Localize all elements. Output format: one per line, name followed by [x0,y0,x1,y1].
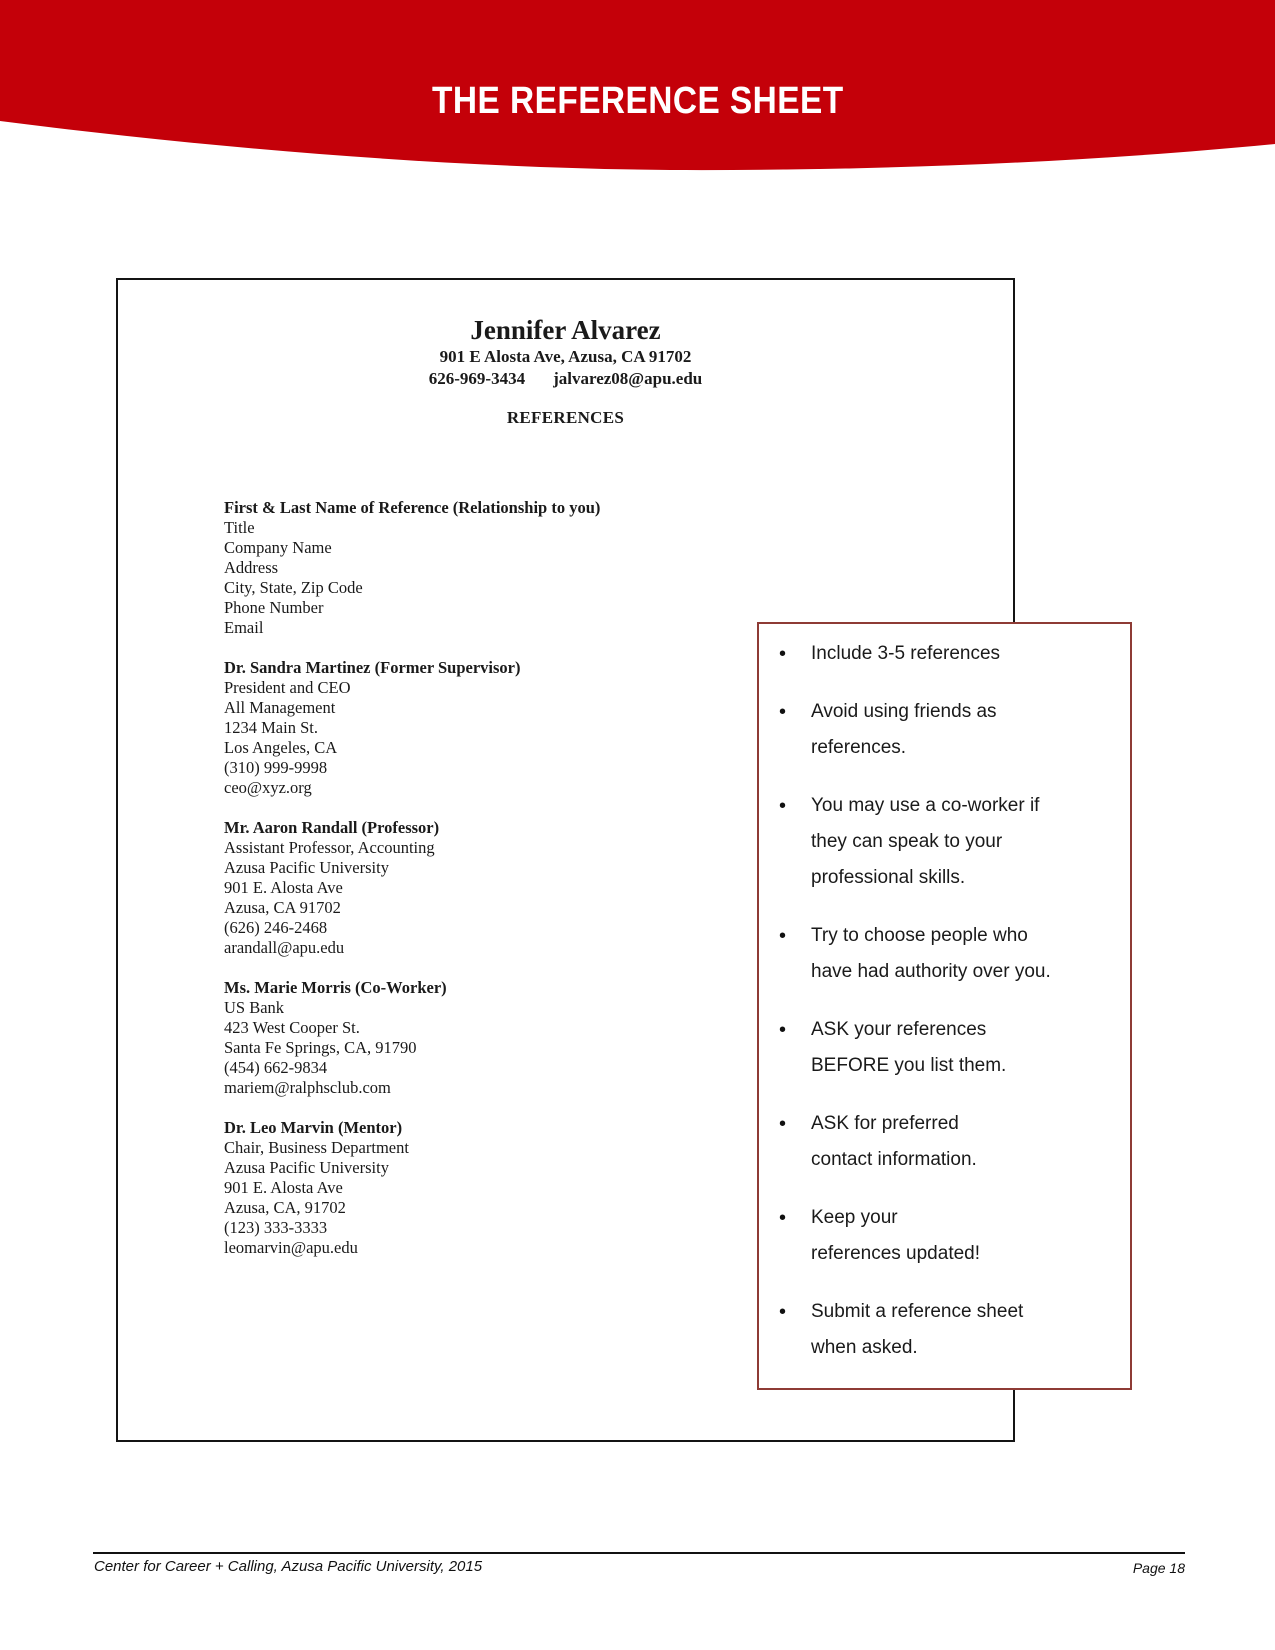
reference-entry-line: leomarvin@apu.edu [224,1238,358,1257]
tip-line: • Submit a reference sheet [811,1301,1024,1322]
tip-line: • ASK for preferred [811,1113,959,1134]
reference-entry-name: Mr. Aaron Randall (Professor) [224,818,440,837]
reference-entry [224,498,1013,638]
reference-entry-line: (123) 333-3333 [224,1218,328,1237]
reference-entry-line: 1234 Main St. [224,718,318,737]
tips-callout-box [757,622,1132,1390]
candidate-contact-line [118,368,1013,390]
reference-entry-line: Azusa, CA, 91702 [224,1198,346,1217]
tip-item [759,636,1124,672]
reference-entry-line: ceo@xyz.org [224,778,312,797]
tip-line: contact information. [811,1149,977,1170]
reference-entry-name: First & Last Name of Reference (Relationship to you) [224,498,601,517]
page-header-banner [0,0,1275,185]
reference-entry-line: arandall@apu.edu [224,938,345,957]
tip-line: • Keep your [811,1207,898,1228]
tip-line: they can speak to your [811,831,1003,852]
reference-entry-line: Title [224,518,255,537]
footer-divider [93,1552,1185,1554]
tip-line: • Avoid using friends as [811,701,997,722]
reference-entry-line: Azusa Pacific University [224,858,389,877]
reference-entry-line: 901 E. Alosta Ave [224,878,343,897]
reference-entry-line: Chair, Business Department [224,1138,409,1157]
reference-entry-line: City, State, Zip Code [224,578,363,597]
tip-line: references updated! [811,1243,981,1264]
tip-item [759,1294,1124,1366]
reference-entry-line: 901 E. Alosta Ave [224,1178,343,1197]
tip-item [759,694,1124,766]
tip-line: when asked. [811,1337,918,1358]
reference-entry-line: All Management [224,698,336,717]
footer-page-number: Page 18 [1132,1560,1185,1576]
tip-item [759,788,1124,896]
reference-entry-line: (310) 999-9998 [224,758,328,777]
candidate-name: Jennifer Alvarez [470,315,661,345]
reference-entry-line: 423 West Cooper St. [224,1018,360,1037]
candidate-phone: 626-969-3434 [428,369,526,388]
tip-line: professional skills. [811,867,966,888]
candidate-address: 901 E Alosta Ave, Azusa, CA 91702 [439,347,692,366]
tip-item [759,918,1124,990]
tip-item [759,1106,1124,1178]
tips-list [759,624,1130,1366]
reference-entry-line: US Bank [224,998,285,1017]
reference-entry-line: Phone Number [224,598,324,617]
references-heading: REFERENCES [506,408,625,427]
reference-entry-line: Los Angeles, CA [224,738,338,757]
reference-entry-line: Email [224,618,264,637]
reference-entry-line: Assistant Professor, Accounting [224,838,435,857]
tip-line: • Include 3-5 references [811,643,1001,664]
reference-entry-name: Dr. Sandra Martinez (Former Supervisor) [224,658,521,677]
tip-line: have had authority over you. [811,961,1051,982]
tip-line: • ASK your references [811,1019,987,1040]
tip-line: BEFORE you list them. [811,1055,1007,1076]
reference-entry-line: mariem@ralphsclub.com [224,1078,391,1097]
tip-item [759,1012,1124,1084]
reference-entry-name: Dr. Leo Marvin (Mentor) [224,1118,403,1137]
tip-item [759,1200,1124,1272]
reference-entry-line: President and CEO [224,678,351,697]
document-header [118,280,1013,390]
tip-line: references. [811,737,907,758]
tip-line: • Try to choose people who [811,925,1028,946]
reference-entry-name: Ms. Marie Morris (Co-Worker) [224,978,447,997]
reference-entry-line: (626) 246-2468 [224,918,328,937]
reference-entry-line: Company Name [224,538,332,557]
reference-entry-line: Address [224,558,279,577]
reference-entry-line: Santa Fe Springs, CA, 91790 [224,1038,417,1057]
reference-entry-line: (454) 662-9834 [224,1058,328,1077]
reference-entry-line: Azusa Pacific University [224,1158,389,1177]
page-title-text: THE REFERENCE SHEET [431,80,844,122]
candidate-email: jalvarez08@apu.edu [553,369,703,388]
footer-source-text: Center for Career + Calling, Azusa Pacific University, 2015 [94,1558,483,1575]
page-title [0,80,1275,123]
tip-line: • You may use a co-worker if [811,795,1040,816]
reference-entry-line: Azusa, CA 91702 [224,898,341,917]
